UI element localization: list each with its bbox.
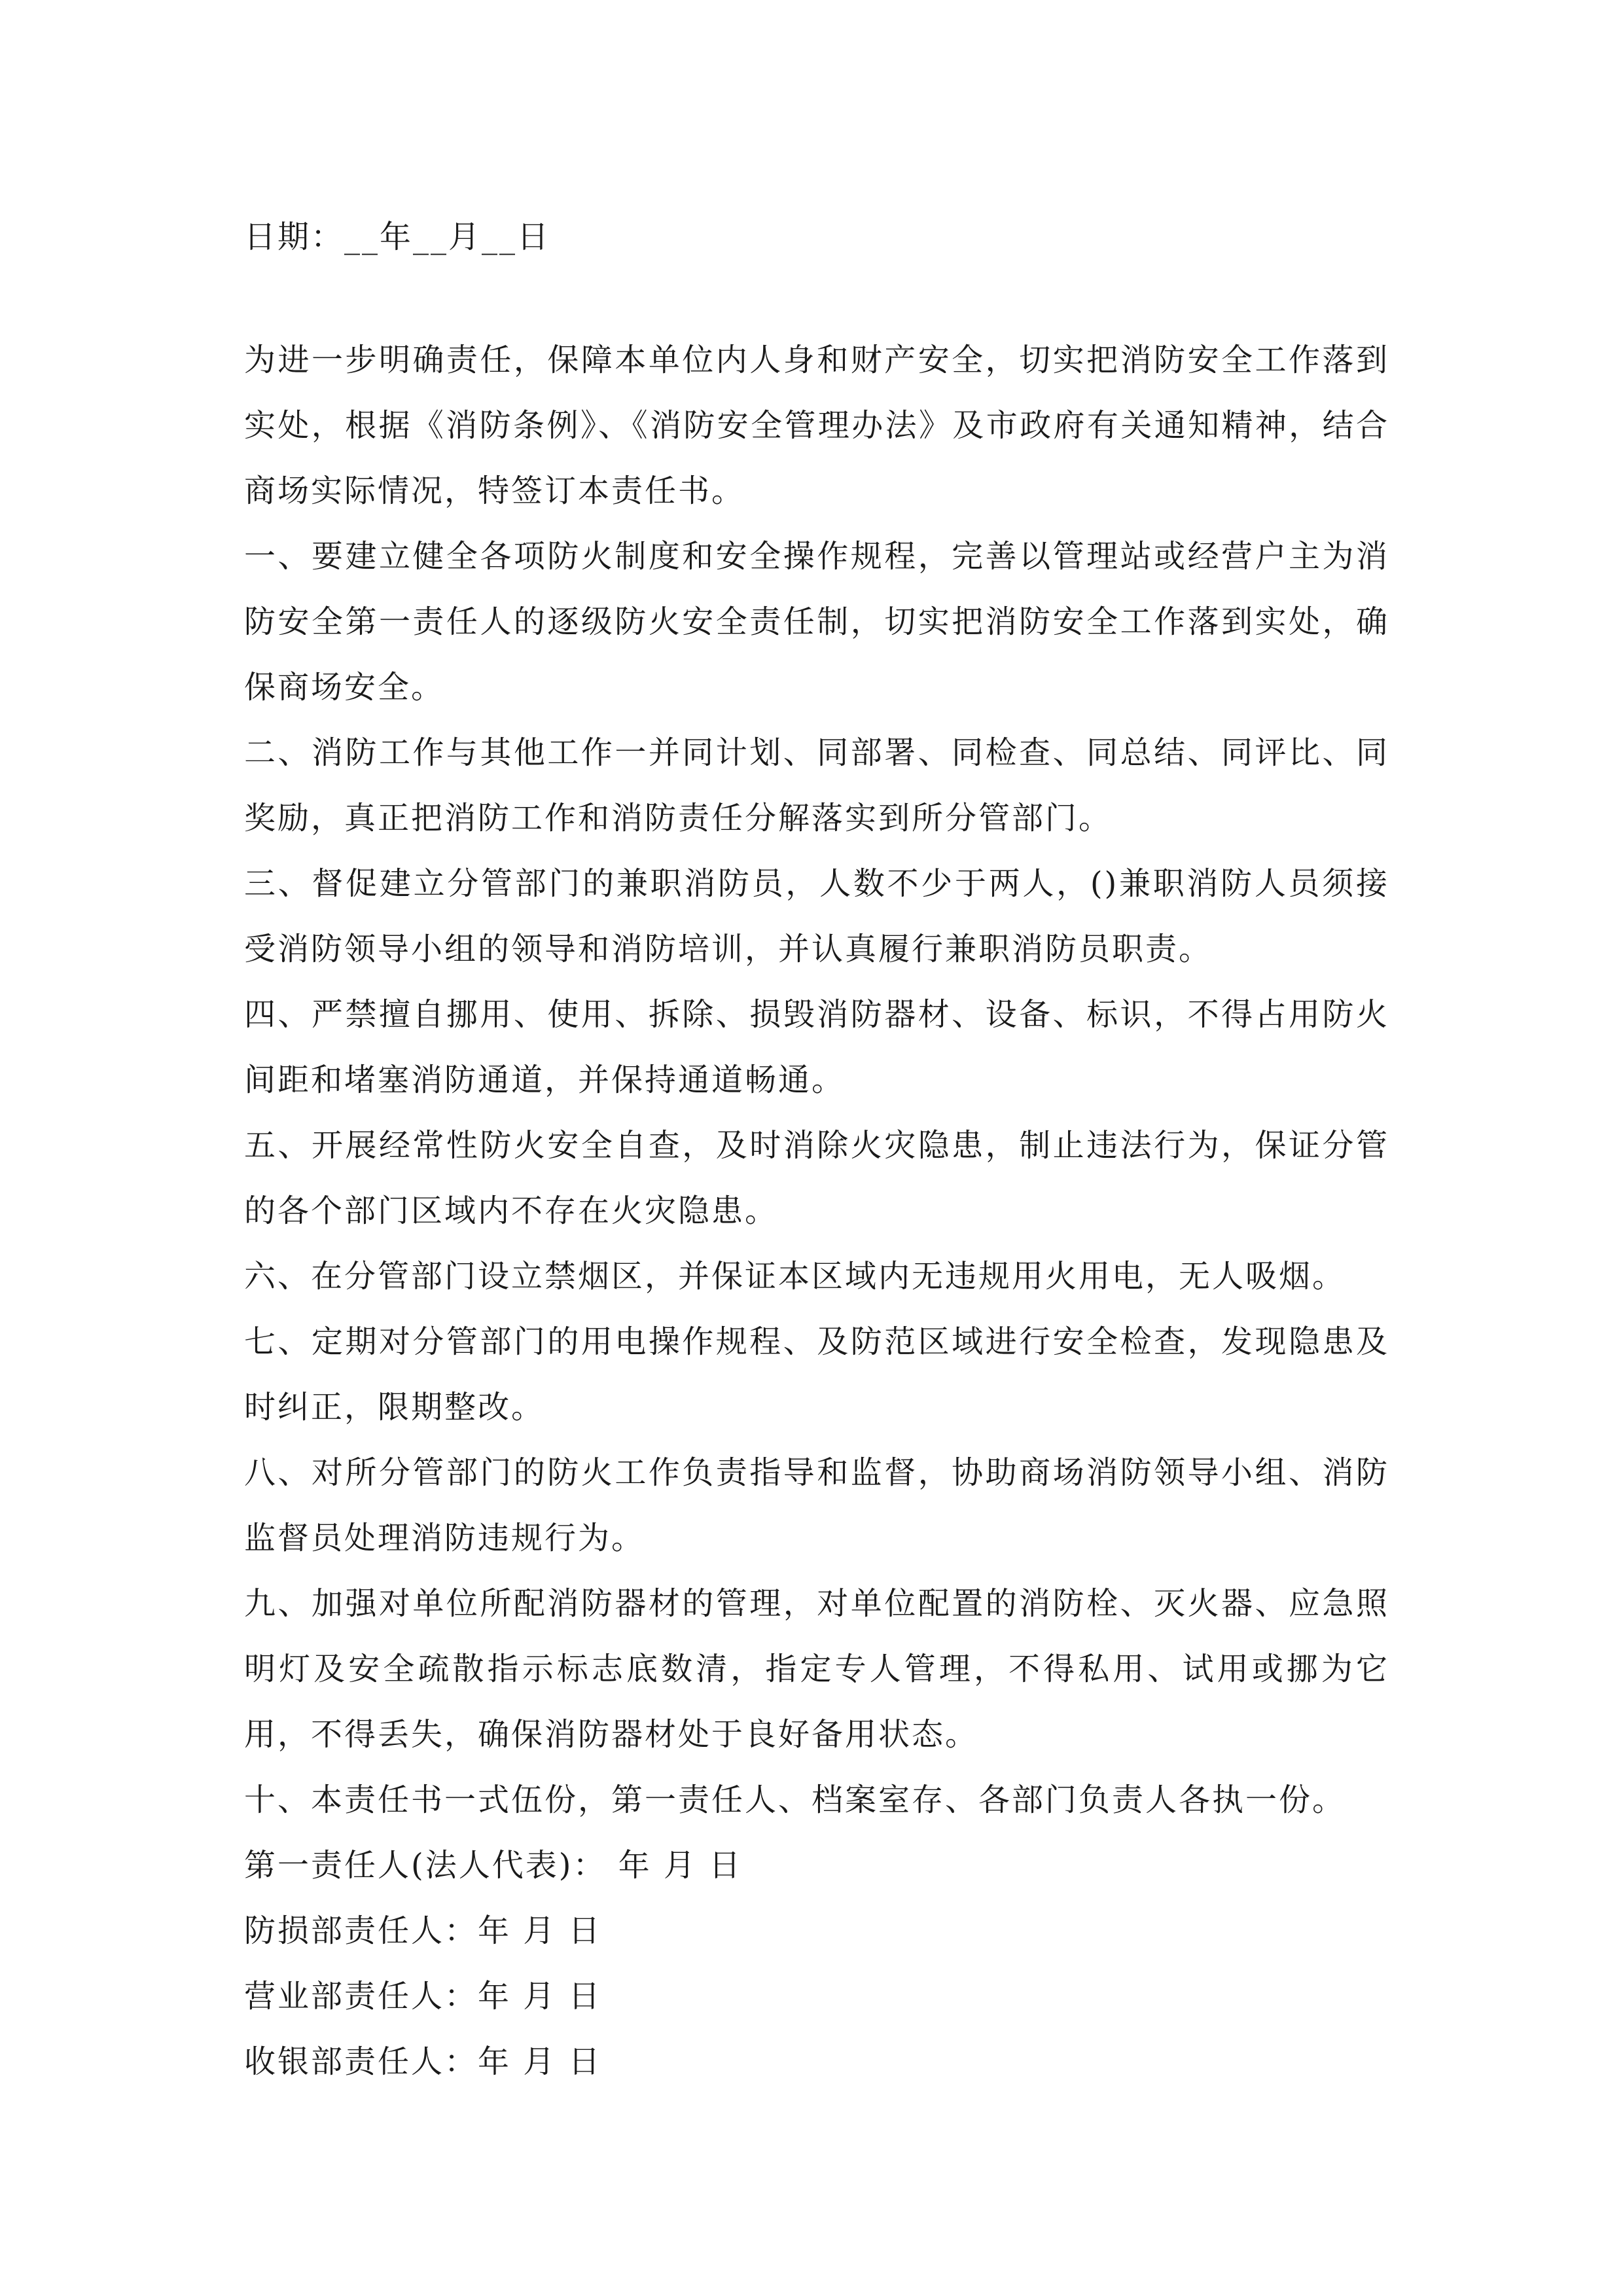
clause-1: 一、要建立健全各项防火制度和安全操作规程，完善以管理站或经营户主为消防安全第一责任人的逐级防火安全责任制，切实把消防安全工作落到实处，确保商场安全。 (244, 538, 1389, 706)
clause-3: 三、督促建立分管部门的兼职消防员，人数不少于两人，()兼职消防人员须接受消防领导小组的领导和消防培训，并认真履行兼职消防员职责。 (244, 865, 1389, 967)
clause-8: 八、对所分管部门的防火工作负责指导和监督，协助商场消防领导小组、消防监督员处理消防违规行为。 (244, 1454, 1389, 1556)
signature-sales-dept: 营业部责任人：年 月 日 (244, 1978, 602, 2015)
intro-paragraph: 为进一步明确责任，保障本单位内人身和财产安全，切实把消防安全工作落到实处，根据《消防条例》、《消防安全管理办法》及市政府有关通知精神，结合商场实际情况，特签订本责任书。 (244, 342, 1389, 509)
spacer (244, 270, 1389, 327)
clause-10: 十、本责任书一式伍份，第一责任人、档案室存、各部门负责人各执一份。 (244, 1782, 1346, 1818)
clause-6: 六、在分管部门设立禁烟区，并保证本区域内无违规用火用电，无人吸烟。 (244, 1258, 1346, 1295)
clause-4: 四、严禁擅自挪用、使用、拆除、损毁消防器材、设备、标识，不得占用防火间距和堵塞消防通道，并保持通道畅通。 (244, 996, 1389, 1098)
date-line: 日期：__年__月__日 (244, 219, 551, 255)
clause-9: 九、加强对单位所配消防器材的管理，对单位配置的消防栓、灭火器、应急照明灯及安全疏散指示标志底数清，指定专人管理，不得私用、试用或挪为它用，不得丢失，确保消防器材处于良好备用状态。 (244, 1585, 1389, 1753)
clause-5: 五、开展经常性防火安全自查，及时消除火灾隐患，制止违法行为，保证分管的各个部门区域内不存在火灾隐患。 (244, 1127, 1389, 1229)
clause-7: 七、定期对分管部门的用电操作规程、及防范区域进行安全检查，发现隐患及时纠正，限期整改。 (244, 1323, 1389, 1426)
signature-loss-prevention: 防损部责任人：年 月 日 (244, 1912, 602, 1949)
signature-legal-representative: 第一责任人(法人代表)： 年 月 日 (244, 1847, 743, 1884)
clause-2: 二、消防工作与其他工作一并同计划、同部署、同检查、同总结、同评比、同奖励，真正把消防工作和消防责任分解落实到所分管部门。 (244, 734, 1389, 836)
document-body (244, 204, 1389, 2094)
signature-cashier-dept: 收银部责任人：年 月 日 (244, 2043, 602, 2080)
